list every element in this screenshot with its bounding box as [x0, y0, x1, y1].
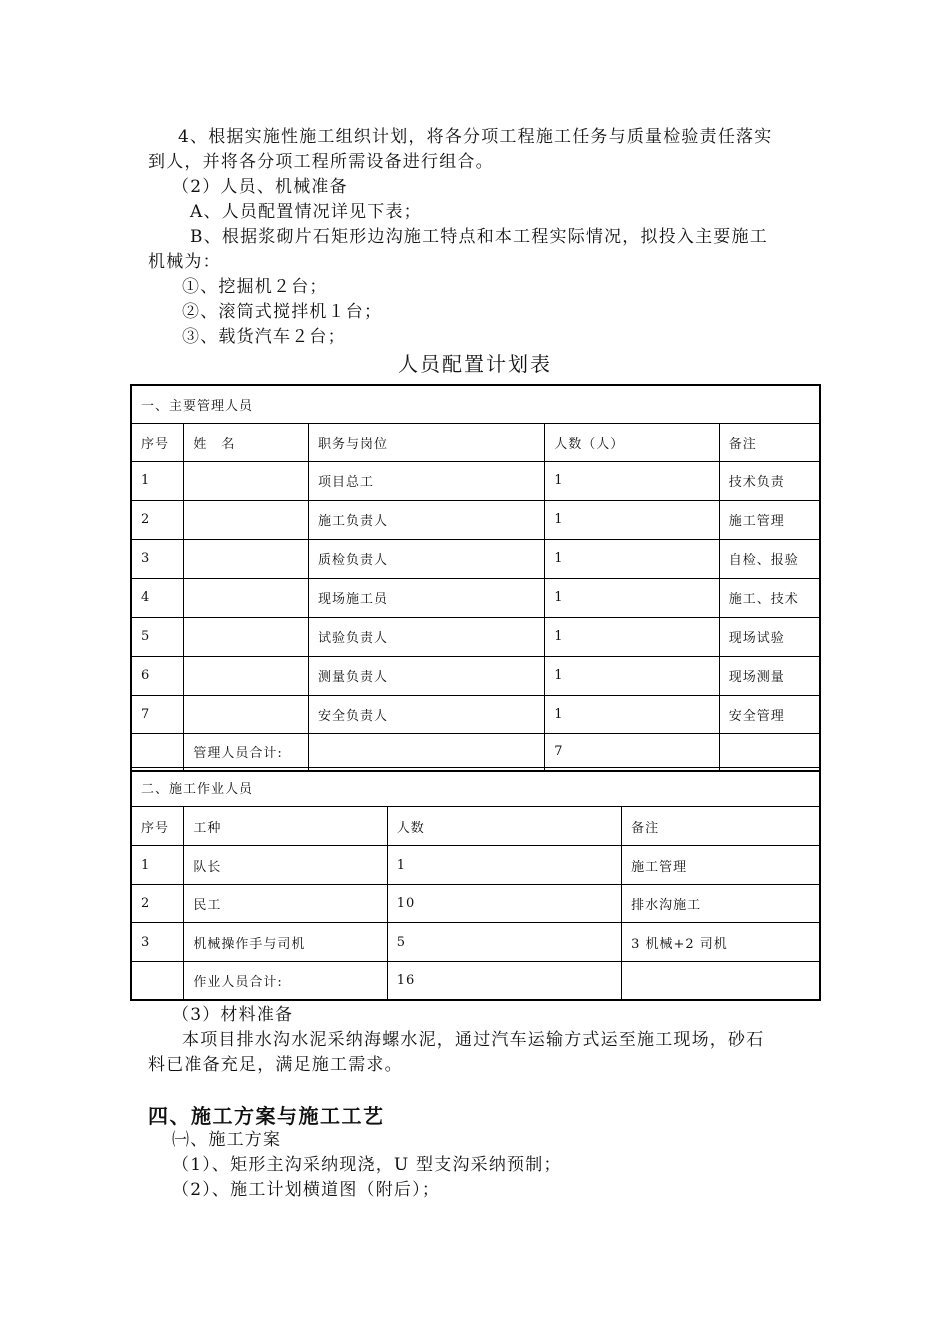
cell-count: 1 — [545, 539, 720, 578]
cell-index: 3 — [131, 539, 184, 578]
table-row — [131, 656, 820, 695]
cell-position: 质检负责人 — [309, 539, 545, 578]
cell-index: 4 — [131, 578, 184, 617]
paragraph-4-line-1: 4、根据实施性施工组织计划，将各分项工程施工任务与质量检验责任落实 — [178, 127, 773, 147]
cell-index: 2 — [131, 885, 184, 923]
cell-position: 现场施工员 — [309, 578, 545, 617]
subsection-heading: ㈠、施工方案 — [172, 1130, 282, 1150]
header-cell: 姓 名 — [184, 423, 309, 461]
cell-name — [184, 578, 309, 617]
section-row — [131, 385, 820, 423]
cell-trade: 民工 — [184, 885, 387, 923]
item-a: A、人员配置情况详见下表； — [190, 202, 422, 222]
header-cell: 备注 — [622, 807, 820, 846]
section-row — [131, 768, 820, 807]
cell-count: 1 — [545, 695, 720, 733]
cell-remark: 现场测量 — [719, 656, 820, 695]
cell-position: 安全负责人 — [309, 695, 545, 733]
cell-index: 3 — [131, 923, 184, 962]
machine-2: ②、滚筒式搅拌机１台； — [182, 302, 383, 322]
header-cell: 备注 — [719, 423, 820, 461]
header-cell: 序号 — [131, 807, 184, 846]
header-cell: 工种 — [184, 807, 387, 846]
cell-count: 5 — [387, 923, 621, 962]
table-row — [131, 578, 820, 617]
cell-count: 1 — [545, 617, 720, 656]
table-row — [131, 885, 820, 923]
total-label: 管理人员合计: — [184, 733, 309, 771]
cell-remark: 排水沟施工 — [622, 885, 820, 923]
table-row — [131, 695, 820, 733]
cell-count: 1 — [545, 578, 720, 617]
cell-position: 项目总工 — [309, 461, 545, 500]
cell-index: 2 — [131, 500, 184, 539]
cell-empty — [719, 733, 820, 771]
cell-remark: 技术负责 — [719, 461, 820, 500]
header-row — [131, 423, 820, 461]
cell-count: 1 — [387, 846, 621, 885]
cell-trade: 机械操作手与司机 — [184, 923, 387, 962]
cell-position: 施工负责人 — [309, 500, 545, 539]
table-row — [131, 846, 820, 885]
total-value: 7 — [545, 733, 720, 771]
machine-3: ③、载货汽车２台； — [182, 327, 346, 347]
section-3-heading: （3）材料准备 — [172, 1005, 294, 1025]
management-staff-table — [130, 384, 821, 772]
header-cell: 序号 — [131, 423, 184, 461]
materials-line-1: 本项目排水沟水泥采纳海螺水泥，通过汽车运输方式运至施工现场，砂石 — [182, 1030, 765, 1050]
paragraph-4-line-2: 到人，并将各分项工程所需设备进行组合。 — [148, 152, 494, 172]
header-cell: 人数 — [387, 807, 621, 846]
table-row — [131, 500, 820, 539]
table-row — [131, 617, 820, 656]
item-b-line-2: 机械为： — [148, 252, 221, 272]
header-cell: 职务与岗位 — [309, 423, 545, 461]
cell-index: 5 — [131, 617, 184, 656]
cell-name — [184, 656, 309, 695]
cell-name — [184, 500, 309, 539]
plan-item-1: （1）、矩形主沟采纳现浇，U 型支沟采纳预制； — [172, 1155, 562, 1175]
cell-name — [184, 539, 309, 578]
table-row — [131, 461, 820, 500]
materials-line-2: 料已准备充足，满足施工需求。 — [148, 1055, 403, 1075]
cell-count: 10 — [387, 885, 621, 923]
plan-item-2: （2）、施工计划横道图（附后）； — [172, 1180, 441, 1200]
cell-index: 1 — [131, 461, 184, 500]
cell-empty — [622, 962, 820, 1000]
machine-1: ①、挖掘机２台； — [182, 277, 328, 297]
cell-index: 7 — [131, 695, 184, 733]
cell-name — [184, 695, 309, 733]
cell-name — [184, 617, 309, 656]
cell-remark: 施工管理 — [622, 846, 820, 885]
cell-remark: 3 机械+2 司机 — [622, 923, 820, 962]
header-cell: 人数（人） — [545, 423, 720, 461]
table-title: 人员配置计划表 — [398, 352, 552, 376]
cell-empty — [131, 962, 184, 1000]
cell-trade: 队长 — [184, 846, 387, 885]
item-b-line-1: B、根据浆砌片石矩形边沟施工特点和本工程实际情况，拟投入主要施工 — [190, 227, 768, 247]
cell-count: 1 — [545, 656, 720, 695]
header-row — [131, 807, 820, 846]
cell-position: 测量负责人 — [309, 656, 545, 695]
chapter-4-heading: 四、施工方案与施工工艺 — [148, 1104, 385, 1128]
section-2-heading: （2）人员、机械准备 — [172, 177, 348, 197]
cell-name — [184, 461, 309, 500]
cell-index: 6 — [131, 656, 184, 695]
cell-remark: 施工管理 — [719, 500, 820, 539]
cell-remark: 安全管理 — [719, 695, 820, 733]
cell-index: 1 — [131, 846, 184, 885]
table-row — [131, 923, 820, 962]
cell-position: 试验负责人 — [309, 617, 545, 656]
cell-remark: 自检、报验 — [719, 539, 820, 578]
total-label: 作业人员合计: — [184, 962, 387, 1000]
cell-remark: 现场试验 — [719, 617, 820, 656]
section-label: 二、施工作业人员 — [131, 768, 820, 807]
table-row — [131, 539, 820, 578]
construction-workers-table — [130, 767, 821, 1001]
total-row — [131, 962, 820, 1000]
total-row — [131, 733, 820, 771]
total-value: 16 — [387, 962, 621, 1000]
cell-empty — [309, 733, 545, 771]
cell-remark: 施工、技术 — [719, 578, 820, 617]
section-label: 一、主要管理人员 — [131, 385, 820, 423]
cell-count: 1 — [545, 500, 720, 539]
cell-empty — [131, 733, 184, 771]
cell-count: 1 — [545, 461, 720, 500]
